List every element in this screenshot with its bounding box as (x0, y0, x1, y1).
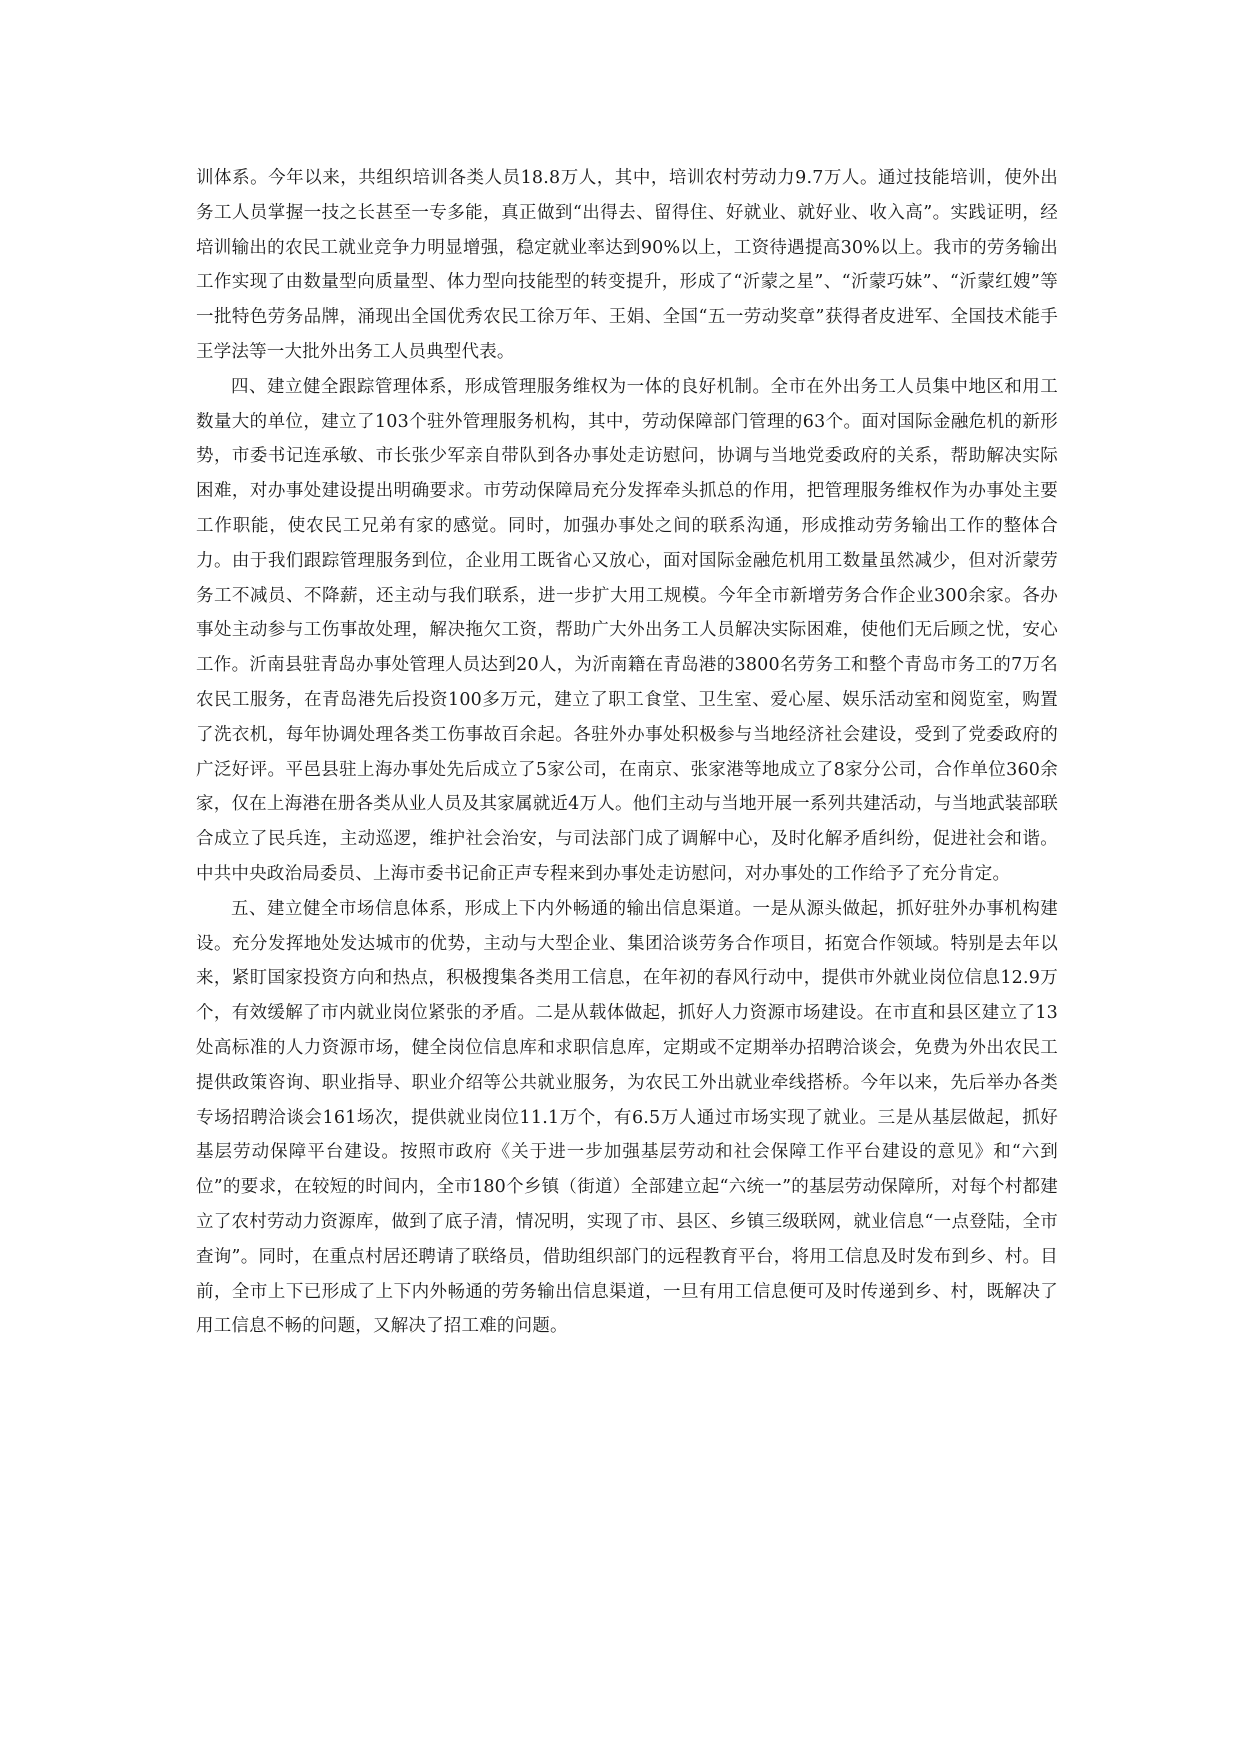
paragraph-tracking-management: 四、建立健全跟踪管理体系，形成管理服务维权为一体的良好机制。全市在外出务工人员集中地区和用工数量大的单位，建立了103个驻外管理服务机构，其中，劳动保障部门管理的63个。面对国际金融危机的新形势，市委书记连承敏、市长张少军亲自带队到各办事处走访慰问，协调与当地党委政府的关系，帮助解决实际困难，对办事处建设提出明确要求。市劳动保障局充分发挥牵头抓总的作用，把管理服务维权作为办事处主要工作职能，使农民工兄弟有家的感觉。同时，加强办事处之间的联系沟通，形成推动劳务输出工作的整体合力。由于我们跟踪管理服务到位，企业用工既省心又放心，面对国际金融危机用工数量虽然减少，但对沂蒙劳务工不减员、不降薪，还主动与我们联系，进一步扩大用工规模。今年全市新增劳务合作企业300余家。各办事处主动参与工伤事故处理，解决拖欠工资，帮助广大外出务工人员解决实际困难，使他们无后顾之忧，安心工作。沂南县驻青岛办事处管理人员达到20人，为沂南籍在青岛港的3800名劳务工和整个青岛市务工的7万名农民工服务，在青岛港先后投资100多万元，建立了职工食堂、卫生室、爱心屋、娱乐活动室和阅览室，购置了洗衣机，每年协调处理各类工伤事故百余起。各驻外办事处积极参与当地经济社会建设，受到了党委政府的广泛好评。平邑县驻上海办事处先后成立了5家公司，在南京、张家港等地成立了8家分公司，合作单位360余家，仅在上海港在册各类从业人员及其家属就近4万人。他们主动与当地开展一系列共建活动，与当地武装部联合成立了民兵连，主动巡逻，维护社会治安，与司法部门成了调解中心，及时化解矛盾纠纷，促进社会和谐。中共中央政治局委员、上海市委书记俞正声专程来到办事处走访慰问，对办事处的工作给予了充分肯定。 (196, 376, 1058, 884)
document-body (196, 161, 1058, 1344)
paragraph-market-information: 五、建立健全市场信息体系，形成上下内外畅通的输出信息渠道。一是从源头做起，抓好驻外办事机构建设。充分发挥地处发达城市的优势，主动与大型企业、集团洽谈劳务合作项目，拓宽合作领域。特别是去年以来，紧盯国家投资方向和热点，积极搜集各类用工信息，在年初的春风行动中，提供市外就业岗位信息12.9万个，有效缓解了市内就业岗位紧张的矛盾。二是从载体做起，抓好人力资源市场建设。在市直和县区建立了13处高标准的人力资源市场，健全岗位信息库和求职信息库，定期或不定期举办招聘洽谈会，免费为外出农民工提供政策咨询、职业指导、职业介绍等公共就业服务，为农民工外出就业牵线搭桥。今年以来，先后举办各类专场招聘洽谈会161场次，提供就业岗位11.1万个，有6.5万人通过市场实现了就业。三是从基层做起，抓好基层劳动保障平台建设。按照市政府《关于进一步加强基层劳动和社会保障工作平台建设的意见》和“六到位”的要求，在较短的时间内，全市180个乡镇（街道）全部建立起“六统一”的基层劳动保障所，对每个村都建立了农村劳动力资源库，做到了底子清，情况明，实现了市、县区、乡镇三级联网，就业信息“一点登陆，全市查询”。同时，在重点村居还聘请了联络员，借助组织部门的远程教育平台，将用工信息及时发布到乡、村。目前，全市上下已形成了上下内外畅通的劳务输出信息渠道，一旦有用工信息便可及时传递到乡、村，既解决了用工信息不畅的问题，又解决了招工难的问题。 (196, 898, 1058, 1337)
paragraph-training-system: 训体系。今年以来，共组织培训各类人员18.8万人，其中，培训农村劳动力9.7万人。通过技能培训，使外出务工人员掌握一技之长甚至一专多能，真正做到“出得去、留得住、好就业、就好业、收入高”。实践证明，经培训输出的农民工就业竞争力明显增强，稳定就业率达到90%以上，工资待遇提高30%以上。我市的劳务输出工作实现了由数量型向质量型、体力型向技能型的转变提升，形成了“沂蒙之星”、“沂蒙巧妹”、“沂蒙红嫂”等一批特色劳务品牌，涌现出全国优秀农民工徐万年、王娟、全国“五一劳动奖章”获得者皮进军、全国技术能手王学法等一大批外出务工人员典型代表。 (196, 168, 1058, 362)
